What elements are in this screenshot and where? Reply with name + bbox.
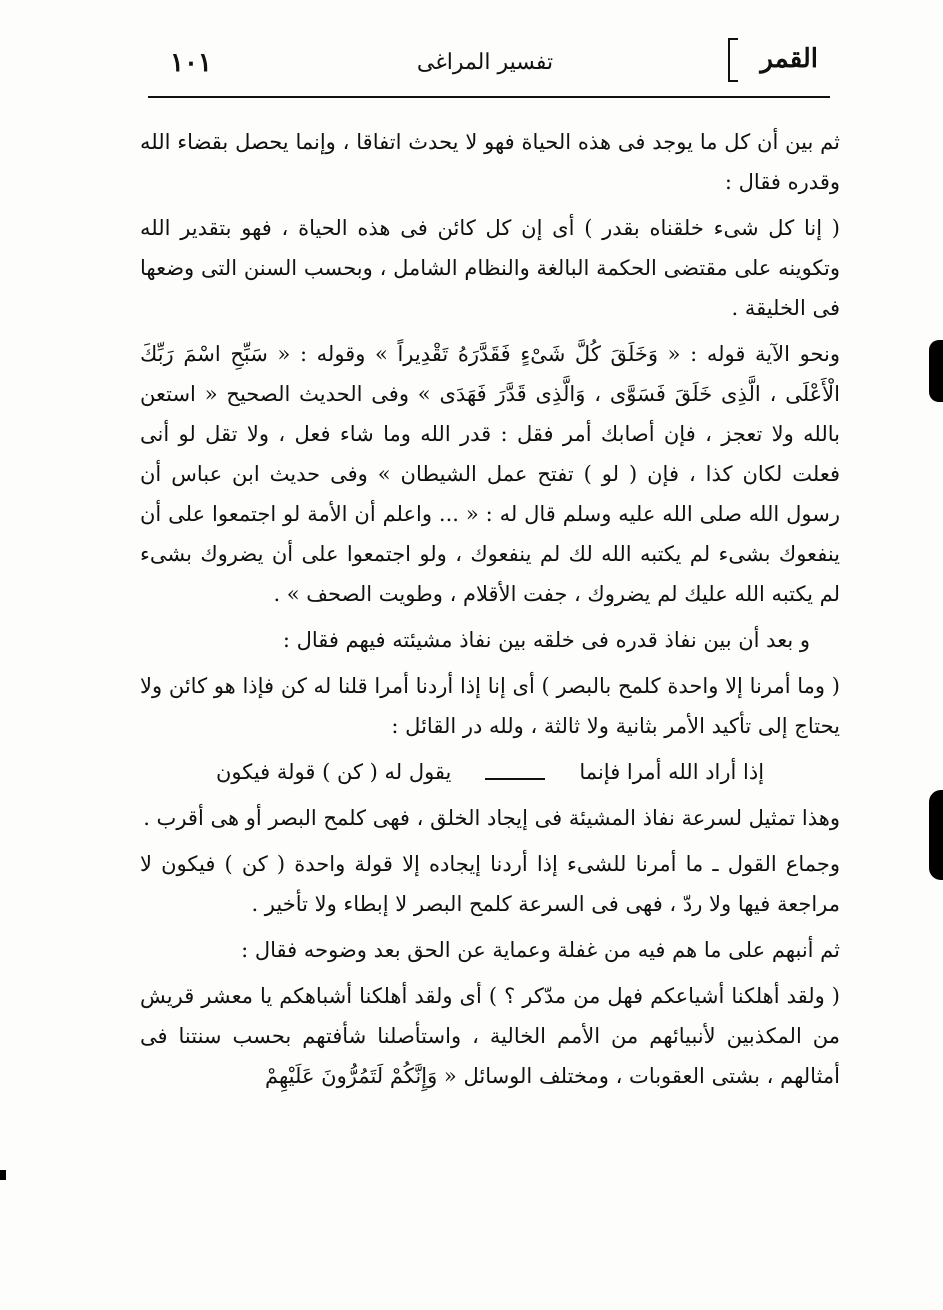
scan-edge-mark [929, 790, 943, 880]
verse-separator [485, 752, 545, 780]
paragraph: ثم بين أن كل ما يوجد فى هذه الحياة فهو لا يحدث اتفاقا ، وإنما يحصل بقضاء الله وقدره فقال : [140, 130, 840, 194]
scan-edge-mark [929, 340, 943, 402]
header-rule [148, 96, 830, 98]
poetry-verse [140, 752, 840, 792]
surah-name: القمر [760, 44, 818, 74]
page-header [140, 36, 830, 96]
verse-second-hemistich: يقول له ( كن ) قولة فيكون [215, 760, 452, 784]
book-title: تفسير المراغى [416, 50, 554, 75]
paragraph: ونحو الآية قوله : « وَخَلَقَ كُلَّ شَىْءٍ فَقَدَّرَهُ تَقْدِيراً » وقوله : « سَبِّحِ اسْمَ رَبِّكَ الْأَعْلَى ، الَّذِى خَلَقَ فَسَوَّى ، وَالَّذِى قَدَّرَ فَهَدَى » وفى الحديث الصحيح « استعن بالله ولا تعجز ، فإن أصابك أمر فقل : قدر الله وما شاء فعل ، ولا تقل لو أنى فعلت لكان كذا ، فإن ( لو ) تفتح عمل الشيطان » وفى حديث ابن عباس أن رسول الله صلى الله عليه وسلم قال له : « ... واعلم أن الأمة لو اجتمعوا على أن ينفعوك بشىء لم يكتبه الله لك لم ينفعوك ، ولو اجتمعوا على أن يضروك بشىء لم يكتبه الله عليك لم يضروك ، جفت الأقلام ، وطويت الصحف » . [140, 342, 840, 606]
paragraph: وهذا تمثيل لسرعة نفاذ المشيئة فى إيجاد الخلق ، فهى كلمح البصر أو هى أقرب . [143, 806, 840, 830]
paragraph: ( ولقد أهلكنا أشياعكم فهل من مدّكر ؟ ) أى ولقد أهلكنا أشباهكم يا معشر قريش من المكذبين لأنبيائهم من الأمم الخالية ، واستأصلنا شأفتهم بحسب سنتنا فى أمثالهم ، بشتى العقوبات ، ومختلف الوسائل « وَإِنَّكُمْ لَتَمُرُّونَ عَلَيْهِمْ [140, 984, 840, 1088]
paragraph: وجماع القول ـ ما أمرنا للشىء إذا أردنا إيجاده إلا قولة واحدة ( كن ) فيكون لا مراجعة فيها ولا ردّ ، فهى فى السرعة كلمح البصر لا إبطاء ولا تأخير . [140, 852, 840, 916]
paragraph: و بعد أن بين نفاذ قدره فى خلقه بين نفاذ مشيئته فيهم فقال : [282, 628, 810, 652]
page-number: ١٠١ [170, 48, 212, 78]
paragraph: ( إنا كل شىء خلقناه بقدر ) أى إن كل كائن فى هذه الحياة ، فهو بتقدير الله وتكوينه على مقتضى الحكمة البالغة والنظام الشامل ، وبحسب السنن التى وضعها فى الخليقة . [140, 216, 840, 320]
paragraph: ثم أنبهم على ما هم فيه من غفلة وعماية عن الحق بعد وضوحه فقال : [241, 938, 840, 962]
paragraph: ( وما أمرنا إلا واحدة كلمح بالبصر ) أى إنا إذا أردنا أمرا قلنا له كن فإذا هو كائن ولا يحتاج إلى تأكيد الأمر بثانية ولا ثالثة ، ولله در القائل : [140, 674, 840, 738]
verse-first-hemistich: إذا أراد الله أمرا فإنما [579, 760, 765, 784]
scan-edge-mark [0, 1170, 6, 1180]
body-text [140, 122, 840, 1102]
